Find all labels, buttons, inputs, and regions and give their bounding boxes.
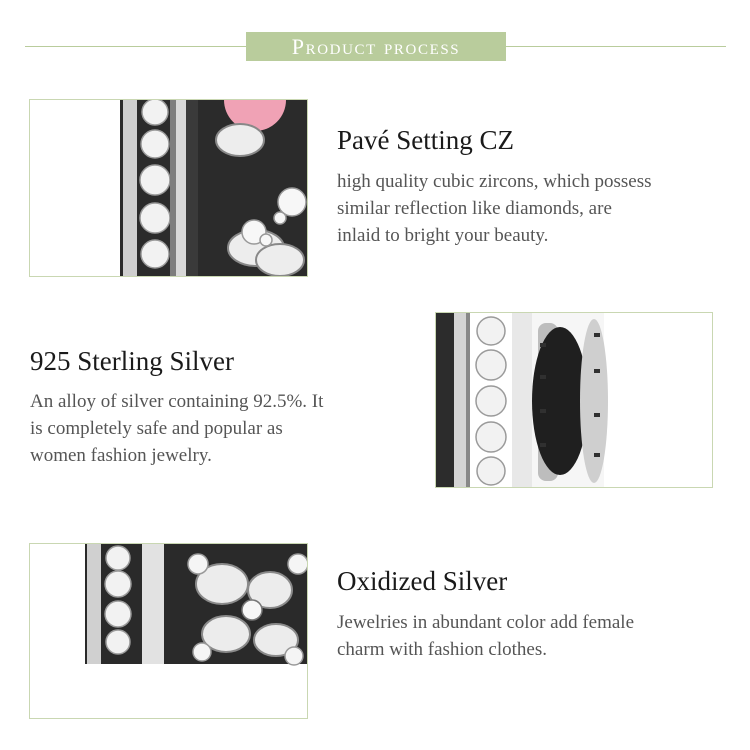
sterling-silver-image: [435, 312, 713, 488]
section-description: [337, 609, 634, 663]
description-line: An alloy of silver containing 92.5%. It: [30, 391, 324, 412]
section-title: Pavé Setting CZ: [337, 125, 514, 155]
description-line: high quality cubic zircons, which possess: [337, 171, 652, 192]
section-description: [30, 388, 323, 469]
section-title: Oxidized Silver: [337, 566, 508, 596]
section-banner: Product process: [246, 32, 506, 61]
description-line: Jewelries in abundant color add female: [337, 612, 635, 633]
section-description: [337, 168, 652, 249]
header-rule-right: [506, 46, 726, 47]
description-line: women fashion jewelry.: [30, 445, 212, 466]
oxidized-silver-image: [29, 543, 308, 719]
section-title: 925 Sterling Silver: [30, 346, 234, 376]
description-line: similar reflection like diamonds, are: [337, 198, 612, 219]
pave-setting-image: [29, 99, 308, 277]
description-line: inlaid to bright your beauty.: [337, 225, 549, 246]
description-line: charm with fashion clothes.: [337, 639, 548, 660]
description-line: is completely safe and popular as: [30, 418, 283, 439]
header-rule-left: [25, 46, 246, 47]
